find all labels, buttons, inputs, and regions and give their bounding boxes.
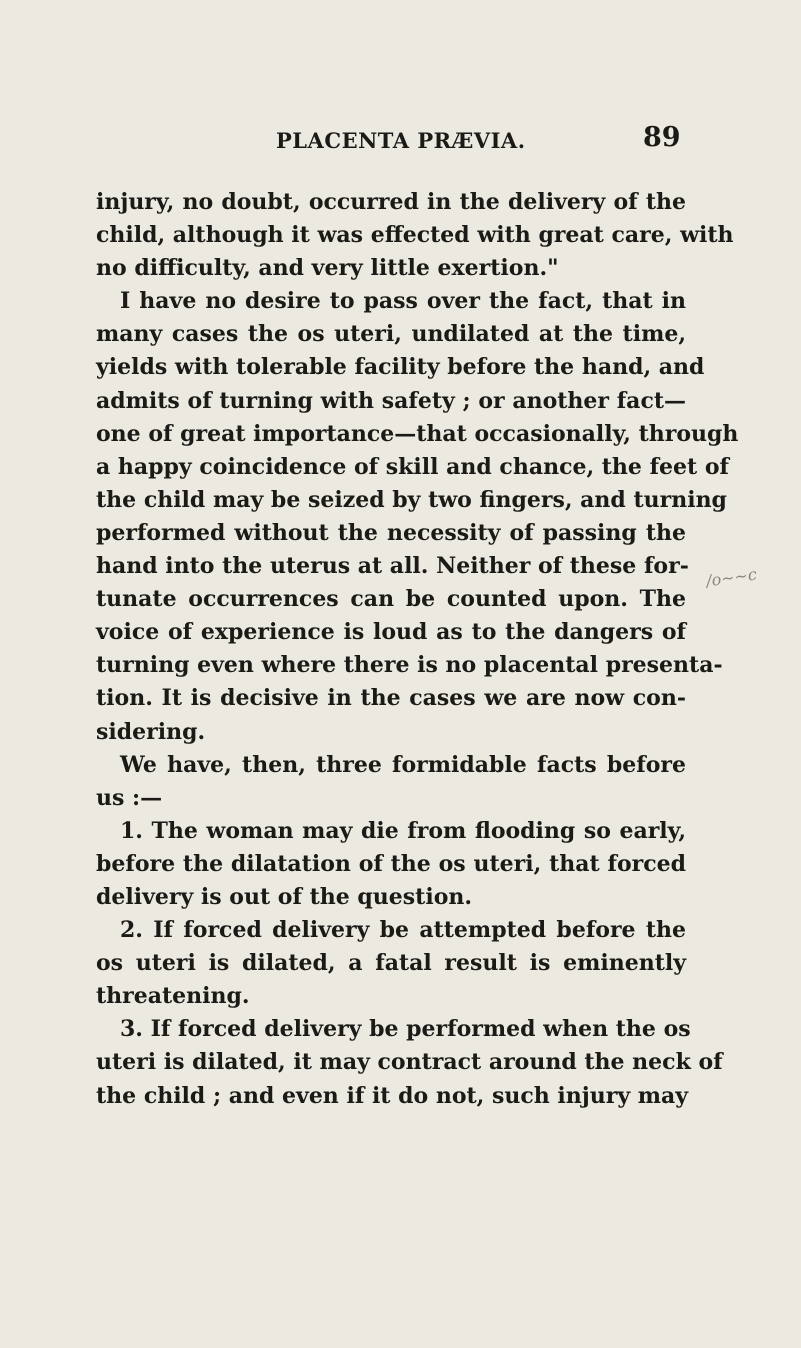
text-line: the child ; and even if it do not, such injury may — [96, 1082, 689, 1109]
text-line: a happy coincidence of skill and chance, the feet of — [96, 453, 730, 480]
handwritten-margin-note: /o~~c — [704, 564, 758, 591]
text-line: child, although it was effected with great care, with — [96, 222, 734, 249]
text-line: uteri is dilated, it may contract around the neck of — [96, 1049, 723, 1076]
text-line: threatening. — [96, 983, 250, 1010]
text-line: many cases the os uteri, undilated at the time, — [96, 321, 686, 348]
text-line: hand into the uterus at all. Neither of these for- — [96, 553, 689, 580]
text-line: 3. If forced delivery be performed when the os — [120, 1016, 691, 1043]
text-line: 1. The woman may die from flooding so early, — [120, 817, 686, 844]
text-line: tunate occurrences can be counted upon. The — [96, 586, 686, 613]
text-line: sidering. — [96, 718, 206, 745]
running-title: PLACENTA PRÆVIA. — [276, 128, 526, 153]
text-line: yields with tolerable facility before the hand, and — [96, 354, 705, 381]
text-line: I have no desire to pass over the fact, that in — [120, 288, 686, 315]
text-line: voice of experience is loud as to the dangers of — [96, 619, 686, 646]
text-line: performed without the necessity of passing the — [96, 519, 686, 546]
text-line: turning even where there is no placental presenta- — [96, 652, 723, 679]
page-header — [0, 122, 801, 164]
text-line: tion. It is decisive in the cases we are now con- — [96, 685, 686, 712]
page-number: 89 — [643, 122, 681, 153]
text-line: the child may be seized by two fingers, and turning — [96, 486, 727, 513]
text-line: one of great importance—that occasionally, through — [96, 420, 739, 447]
text-line: no difficulty, and very little exertion." — [96, 255, 559, 282]
text-line: os uteri is dilated, a fatal result is eminently — [96, 950, 686, 977]
text-line: admits of turning with safety ; or another fact— — [96, 387, 686, 414]
text-line: us :— — [96, 784, 163, 811]
text-line: injury, no doubt, occurred in the delivery of the — [96, 189, 686, 215]
text-line: 2. If forced delivery be attempted before the — [120, 917, 686, 944]
text-line: before the dilatation of the os uteri, that forced — [96, 850, 686, 877]
text-line: delivery is out of the question. — [96, 883, 473, 910]
body-text — [96, 186, 739, 1113]
text-line: We have, then, three formidable facts before — [120, 751, 686, 778]
